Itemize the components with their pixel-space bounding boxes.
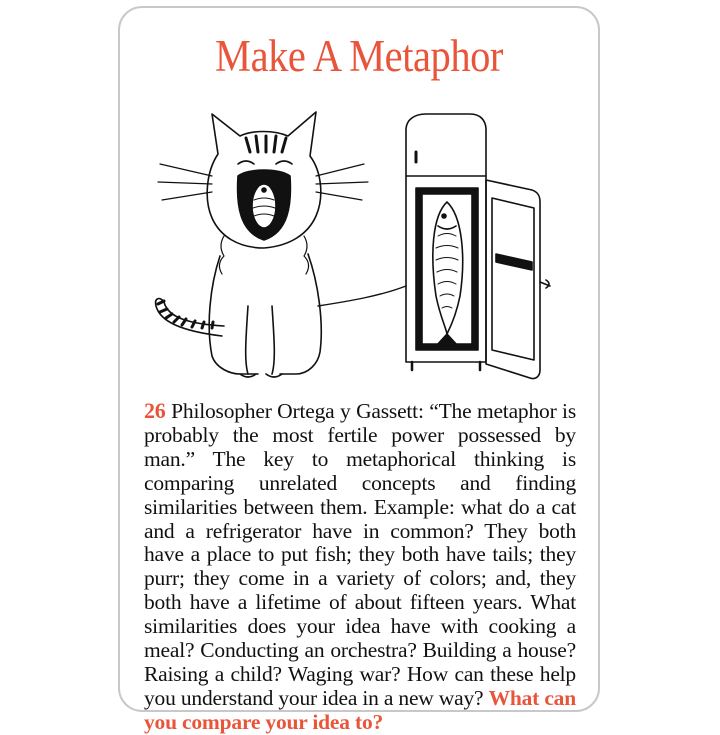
cat-icon (156, 112, 368, 377)
refrigerator-icon (406, 114, 550, 379)
cat-and-refrigerator-illustration (140, 106, 580, 396)
creative-card (118, 6, 600, 734)
card-number: 26 (144, 398, 166, 423)
card-question: What can you compare your idea to? (144, 685, 576, 734)
card-title: Make A Metaphor (215, 31, 503, 81)
card-body-text: Philosopher Ortega y Gassett: “The metaphor is probably the most fertile power possessed by man.” The key to metaphorical thinking is comparing unrelated concepts and finding similarities between them. Example: what do a cat and a refrigerator have in common? They both have a place to put fish; they both have tails; they purr; they come in a variety of colors; and, they both have a lifetime of about fifteen years. What similarities does your idea have with cooking a meal? Conducting an orchestra? Building a house? Raising a child? Waging war? How can these help you understand your idea in a new way? (144, 399, 576, 710)
card-body (144, 399, 576, 735)
